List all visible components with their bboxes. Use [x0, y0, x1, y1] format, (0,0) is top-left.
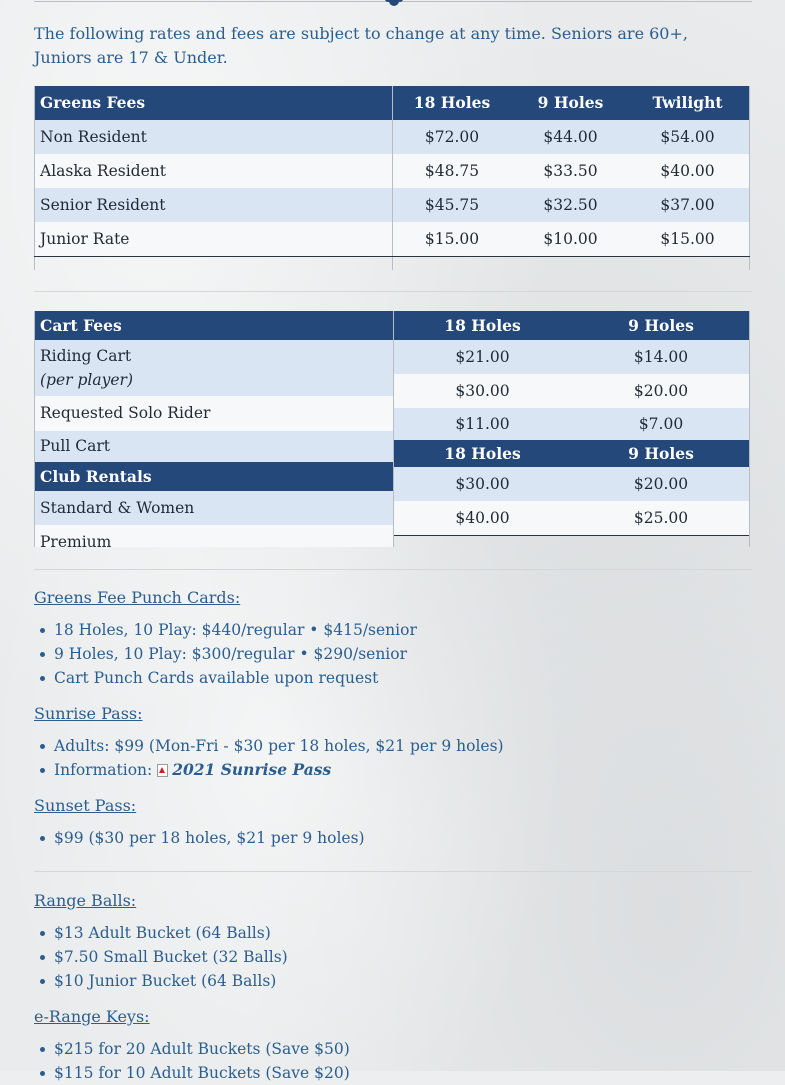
- club-rentals-header: [34, 462, 393, 491]
- list-item: [54, 758, 504, 782]
- table-border: [393, 311, 394, 547]
- table-row: [34, 491, 393, 525]
- per-player-label: (per player): [40, 371, 133, 389]
- sunrise-pass-title: Sunrise Pass:: [34, 704, 143, 723]
- table-border: [34, 311, 35, 547]
- range-balls-title: Range Balls:: [34, 891, 137, 910]
- row-label: Junior Rate: [40, 230, 130, 248]
- table-row: [393, 340, 750, 374]
- list-item: $215 for 20 Adult Buckets (Save $50): [54, 1037, 350, 1061]
- row-label: Alaska Resident: [40, 162, 166, 180]
- table-row: [34, 340, 393, 396]
- table-row: [34, 431, 393, 462]
- list-item: 18 Holes, 10 Play: $440/regular • $415/senior: [54, 618, 417, 642]
- table-row: [34, 525, 393, 547]
- list-item: $10 Junior Bucket (64 Balls): [54, 969, 288, 993]
- header-9-holes: 9 Holes: [628, 316, 694, 335]
- standard-women-label: Standard & Women: [40, 499, 195, 517]
- premium-label: Premium: [40, 533, 112, 547]
- paw-divider-icon: [382, 0, 406, 10]
- header-9-holes: 9 Holes: [628, 444, 694, 463]
- price-cell: $14.00: [633, 348, 689, 366]
- list-item: $13 Adult Bucket (64 Balls): [54, 921, 288, 945]
- table-border: [392, 86, 393, 270]
- list-item: Adults: $99 (Mon-Fri - $30 per 18 holes, $21 per 9 holes): [54, 734, 504, 758]
- price-cell: $11.00: [455, 415, 510, 433]
- section-divider: [34, 569, 752, 570]
- cart-fees-header: [34, 311, 393, 340]
- list-item: $99 ($30 per 18 holes, $21 per 9 holes): [54, 826, 365, 850]
- solo-rider-label: Requested Solo Rider: [40, 404, 211, 422]
- price-cell: $40.00: [660, 162, 715, 180]
- header-18-holes: 18 Holes: [444, 316, 521, 335]
- sunset-pass-list: [34, 826, 365, 850]
- table-border: [749, 311, 750, 547]
- price-cell: $15.00: [660, 230, 715, 248]
- price-cell: $30.00: [455, 382, 510, 400]
- table-border: [393, 535, 750, 536]
- list-item: $115 for 10 Adult Buckets (Save $20): [54, 1061, 350, 1085]
- header-9-holes: 9 Holes: [537, 93, 604, 112]
- table-border: [34, 86, 35, 270]
- list-item: Cart Punch Cards available upon request: [54, 666, 417, 690]
- price-cell: $32.50: [543, 196, 598, 214]
- sunset-pass-title: Sunset Pass:: [34, 796, 137, 815]
- intro-text: The following rates and fees are subject to change at any time. Seniors are 60+, Juniors are 17 & Under.: [34, 24, 688, 67]
- table-border: [749, 86, 750, 270]
- list-item: $7.50 Small Bucket (32 Balls): [54, 945, 288, 969]
- price-cell: $72.00: [424, 128, 480, 146]
- price-cell: $48.75: [424, 162, 480, 180]
- e-range-keys-title: e-Range Keys:: [34, 1007, 150, 1026]
- price-cell: $54.00: [660, 128, 715, 146]
- riding-cart-label: Riding Cart: [40, 347, 132, 365]
- club-rentals-title: Club Rentals: [40, 467, 152, 486]
- header-greens-fees: Greens Fees: [40, 93, 146, 112]
- price-cell: $40.00: [455, 509, 510, 527]
- price-cell: $30.00: [455, 475, 510, 493]
- table-row: [393, 374, 750, 408]
- punch-cards-list: [34, 618, 417, 690]
- table-row: [393, 408, 750, 440]
- pdf-icon: [157, 764, 168, 777]
- sunrise-pass-pdf-link[interactable]: 2021 Sunrise Pass: [172, 760, 332, 779]
- header-18-holes: 18 Holes: [413, 93, 491, 112]
- cart-fees-table: [34, 311, 750, 547]
- price-cell: $25.00: [633, 509, 689, 527]
- club-col-header-row: [393, 440, 750, 467]
- row-label: Senior Resident: [40, 196, 166, 214]
- table-row: [393, 501, 750, 535]
- e-range-keys-list: [34, 1037, 350, 1085]
- price-cell: $45.75: [424, 196, 480, 214]
- price-cell: $20.00: [633, 382, 689, 400]
- greens-fees-table: [34, 86, 750, 270]
- range-balls-list: [34, 921, 288, 993]
- price-cell: $15.00: [424, 230, 480, 248]
- sunrise-pass-list: [34, 734, 504, 782]
- section-divider: [34, 871, 752, 872]
- price-cell: $21.00: [455, 348, 510, 366]
- row-label: Non Resident: [40, 128, 147, 146]
- punch-cards-title: Greens Fee Punch Cards:: [34, 588, 241, 607]
- list-item: 9 Holes, 10 Play: $300/regular • $290/senior: [54, 642, 417, 666]
- price-cell: $10.00: [543, 230, 598, 248]
- cart-col-header-row: [393, 311, 750, 340]
- price-cell: $20.00: [633, 475, 689, 493]
- pull-cart-label: Pull Cart: [40, 437, 110, 455]
- price-cell: $7.00: [638, 415, 684, 433]
- section-divider: [34, 291, 752, 292]
- price-cell: $37.00: [660, 196, 715, 214]
- info-label: Information:: [54, 761, 153, 779]
- header-18-holes: 18 Holes: [444, 444, 521, 463]
- table-row: [34, 396, 393, 431]
- header-twilight: Twilight: [652, 93, 723, 112]
- price-cell: $44.00: [543, 128, 598, 146]
- price-cell: $33.50: [543, 162, 598, 180]
- table-row: [393, 467, 750, 501]
- cart-fees-title: Cart Fees: [40, 316, 122, 335]
- table-border: [34, 256, 750, 257]
